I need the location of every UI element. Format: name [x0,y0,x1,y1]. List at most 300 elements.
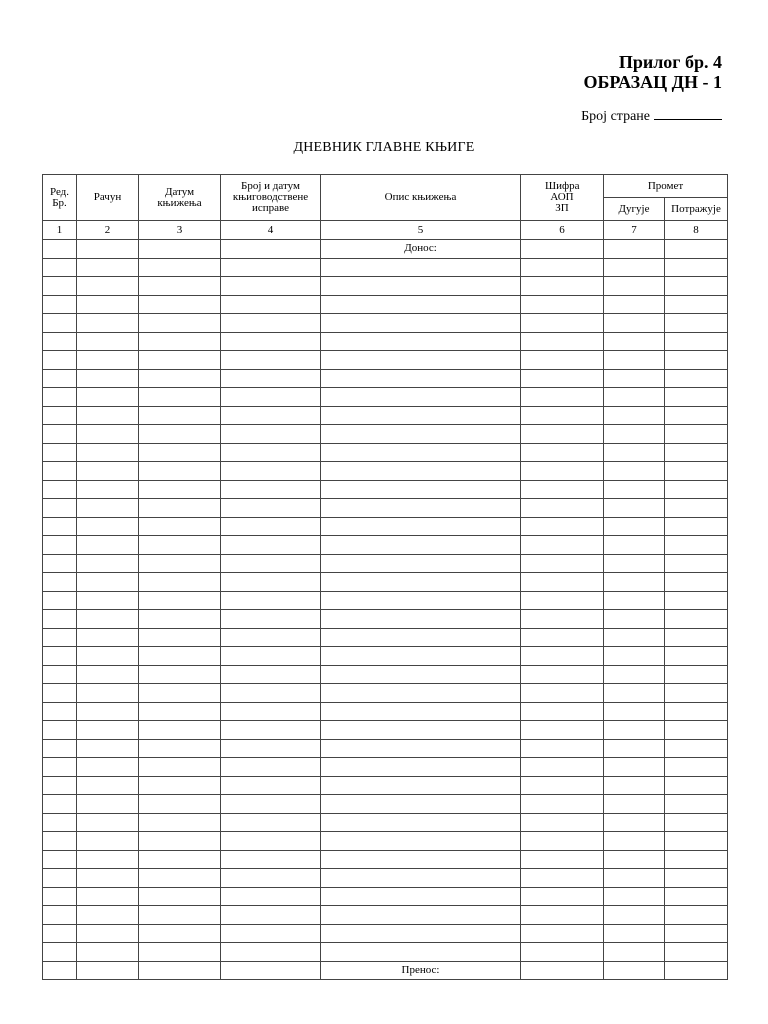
table-cell[interactable] [604,795,665,814]
table-cell[interactable] [221,850,321,869]
table-cell[interactable] [139,850,221,869]
table-cell[interactable] [43,536,77,555]
table-cell[interactable] [139,554,221,573]
table-cell[interactable] [321,869,521,888]
table-cell[interactable] [321,721,521,740]
table-cell[interactable] [221,406,321,425]
table-cell[interactable] [321,406,521,425]
table-cell[interactable] [665,961,728,980]
table-cell[interactable] [665,388,728,407]
table-cell[interactable] [665,813,728,832]
table-cell[interactable] [77,684,139,703]
table-cell[interactable] [321,610,521,629]
table-cell[interactable] [77,536,139,555]
table-cell[interactable] [221,240,321,259]
table-cell[interactable] [604,258,665,277]
table-cell[interactable] [604,425,665,444]
table-cell[interactable] [139,406,221,425]
table-cell[interactable] [221,462,321,481]
table-cell[interactable] [221,943,321,962]
table-cell[interactable] [221,314,321,333]
table-cell[interactable] [604,554,665,573]
table-cell[interactable] [665,924,728,943]
table-cell[interactable] [604,776,665,795]
table-cell[interactable] [521,554,604,573]
table-cell[interactable] [77,813,139,832]
table-cell[interactable] [77,332,139,351]
table-cell[interactable] [77,665,139,684]
table-cell[interactable] [604,573,665,592]
table-cell[interactable] [77,721,139,740]
table-cell[interactable] [221,332,321,351]
table-cell[interactable] [321,536,521,555]
table-cell[interactable] [604,684,665,703]
table-cell[interactable] [665,628,728,647]
table-cell[interactable] [139,573,221,592]
table-cell[interactable] [77,591,139,610]
table-cell[interactable] [139,795,221,814]
table-cell[interactable] [221,610,321,629]
table-cell[interactable] [665,795,728,814]
table-cell[interactable] [43,591,77,610]
table-cell[interactable] [521,795,604,814]
table-cell[interactable] [43,332,77,351]
table-cell[interactable] [521,425,604,444]
table-cell[interactable] [139,943,221,962]
table-cell[interactable] [665,425,728,444]
table-cell[interactable] [77,869,139,888]
table-cell[interactable] [665,499,728,518]
table-cell[interactable] [43,369,77,388]
table-cell[interactable] [604,906,665,925]
table-cell[interactable] [521,647,604,666]
table-cell[interactable] [139,591,221,610]
table-cell[interactable] [221,425,321,444]
table-cell[interactable] [321,258,521,277]
table-cell[interactable] [604,758,665,777]
table-cell[interactable] [139,536,221,555]
table-cell[interactable] [321,647,521,666]
table-cell[interactable] [665,647,728,666]
table-cell[interactable] [221,499,321,518]
table-cell[interactable] [521,665,604,684]
table-cell[interactable] [521,295,604,314]
table-cell[interactable] [521,832,604,851]
table-cell[interactable] [139,702,221,721]
table-cell[interactable] [77,702,139,721]
table-cell[interactable] [665,943,728,962]
table-cell[interactable] [321,684,521,703]
table-cell[interactable] [521,351,604,370]
table-cell[interactable] [521,869,604,888]
table-cell[interactable] [221,961,321,980]
table-cell[interactable] [43,813,77,832]
table-cell[interactable] [139,869,221,888]
table-cell[interactable] [321,314,521,333]
table-cell[interactable] [77,425,139,444]
table-cell[interactable] [77,610,139,629]
table-cell[interactable] [321,887,521,906]
table-cell[interactable] [665,702,728,721]
table-cell[interactable] [665,332,728,351]
table-cell[interactable] [321,702,521,721]
table-cell[interactable] [221,536,321,555]
table-cell[interactable] [521,758,604,777]
table-cell[interactable] [321,369,521,388]
table-cell[interactable] [521,610,604,629]
table-cell[interactable] [604,536,665,555]
table-cell[interactable] [521,499,604,518]
table-cell[interactable] [665,887,728,906]
table-cell[interactable] [665,850,728,869]
table-cell[interactable] [521,517,604,536]
table-cell[interactable] [43,258,77,277]
table-cell[interactable] [604,647,665,666]
table-cell[interactable] [43,314,77,333]
table-cell[interactable] [43,943,77,962]
table-cell[interactable] [221,869,321,888]
table-cell[interactable] [521,258,604,277]
table-cell[interactable] [521,684,604,703]
table-cell[interactable] [665,573,728,592]
table-cell[interactable] [665,462,728,481]
table-cell[interactable] [521,443,604,462]
table-cell[interactable] [139,647,221,666]
table-cell[interactable] [521,314,604,333]
table-cell[interactable] [604,869,665,888]
table-cell[interactable] [665,721,728,740]
table-cell[interactable] [43,739,77,758]
table-cell[interactable] [221,887,321,906]
table-cell[interactable] [77,887,139,906]
table-cell[interactable] [43,702,77,721]
table-cell[interactable] [321,739,521,758]
table-cell[interactable] [604,610,665,629]
table-cell[interactable] [604,943,665,962]
table-cell[interactable] [139,628,221,647]
table-cell[interactable] [665,406,728,425]
table-cell[interactable] [604,832,665,851]
table-cell[interactable] [321,776,521,795]
table-cell[interactable] [77,850,139,869]
table-cell[interactable] [321,277,521,296]
table-cell[interactable] [139,906,221,925]
table-cell[interactable] [321,628,521,647]
table-cell[interactable] [665,480,728,499]
table-cell[interactable] [665,536,728,555]
table-cell[interactable] [77,258,139,277]
table-cell[interactable] [604,406,665,425]
table-cell[interactable] [139,684,221,703]
table-cell[interactable] [139,924,221,943]
table-cell[interactable] [139,832,221,851]
table-cell[interactable] [77,499,139,518]
table-cell[interactable] [77,314,139,333]
table-cell[interactable] [77,739,139,758]
table-cell[interactable] [321,443,521,462]
table-cell[interactable] [43,850,77,869]
table-cell[interactable] [221,554,321,573]
table-cell[interactable] [221,295,321,314]
table-cell[interactable] [604,295,665,314]
table-cell[interactable] [604,499,665,518]
table-cell[interactable] [665,832,728,851]
table-cell[interactable] [321,388,521,407]
table-cell[interactable] [221,591,321,610]
table-cell[interactable] [604,462,665,481]
table-cell[interactable] [77,795,139,814]
table-cell[interactable] [521,702,604,721]
table-cell[interactable] [665,591,728,610]
table-cell[interactable] [604,721,665,740]
table-cell[interactable] [521,813,604,832]
table-cell[interactable] [77,480,139,499]
table-cell[interactable] [521,480,604,499]
table-cell[interactable] [139,739,221,758]
table-cell[interactable] [321,813,521,832]
table-cell[interactable] [43,425,77,444]
table-cell[interactable] [221,647,321,666]
table-cell[interactable] [321,332,521,351]
table-cell[interactable] [43,776,77,795]
table-cell[interactable] [43,795,77,814]
table-cell[interactable] [221,443,321,462]
table-cell[interactable] [321,795,521,814]
table-cell[interactable] [221,388,321,407]
table-cell[interactable] [665,295,728,314]
table-cell[interactable] [521,369,604,388]
table-cell[interactable] [139,369,221,388]
table-cell[interactable] [139,443,221,462]
table-cell[interactable] [665,258,728,277]
table-cell[interactable] [77,961,139,980]
table-cell[interactable] [43,628,77,647]
table-cell[interactable] [139,314,221,333]
table-cell[interactable] [43,554,77,573]
table-cell[interactable] [77,351,139,370]
table-cell[interactable] [221,776,321,795]
table-cell[interactable] [43,684,77,703]
table-cell[interactable] [43,406,77,425]
table-cell[interactable] [604,314,665,333]
table-cell[interactable] [521,739,604,758]
table-cell[interactable] [521,240,604,259]
table-cell[interactable] [221,258,321,277]
table-cell[interactable] [139,758,221,777]
table-cell[interactable] [139,332,221,351]
table-cell[interactable] [604,665,665,684]
table-cell[interactable] [321,573,521,592]
table-cell[interactable] [139,277,221,296]
table-cell[interactable] [321,351,521,370]
table-cell[interactable] [665,665,728,684]
table-cell[interactable] [139,388,221,407]
table-cell[interactable] [43,832,77,851]
table-cell[interactable] [665,369,728,388]
table-cell[interactable] [221,813,321,832]
table-cell[interactable] [604,591,665,610]
table-cell[interactable] [221,758,321,777]
table-cell[interactable] [521,462,604,481]
table-cell[interactable] [77,758,139,777]
table-cell[interactable] [521,406,604,425]
table-cell[interactable] [604,351,665,370]
table-cell[interactable] [43,758,77,777]
table-cell[interactable] [139,517,221,536]
table-cell[interactable] [139,887,221,906]
table-cell[interactable] [521,776,604,795]
table-cell[interactable] [43,647,77,666]
table-cell[interactable] [221,573,321,592]
table-cell[interactable] [139,776,221,795]
table-cell[interactable] [77,443,139,462]
table-cell[interactable] [221,684,321,703]
table-cell[interactable] [521,721,604,740]
table-cell[interactable] [43,869,77,888]
table-cell[interactable] [521,591,604,610]
table-cell[interactable] [43,443,77,462]
table-cell[interactable] [43,480,77,499]
table-cell[interactable] [221,739,321,758]
table-cell[interactable] [221,517,321,536]
table-cell[interactable] [77,462,139,481]
table-cell[interactable] [321,832,521,851]
table-cell[interactable] [77,369,139,388]
table-cell[interactable] [221,906,321,925]
table-cell[interactable] [604,369,665,388]
table-cell[interactable] [43,388,77,407]
table-cell[interactable] [321,499,521,518]
table-cell[interactable] [665,739,728,758]
table-cell[interactable] [43,499,77,518]
table-cell[interactable] [604,813,665,832]
table-cell[interactable] [139,480,221,499]
table-cell[interactable] [221,351,321,370]
table-cell[interactable] [43,462,77,481]
table-cell[interactable] [221,665,321,684]
table-cell[interactable] [77,628,139,647]
table-cell[interactable] [321,924,521,943]
table-cell[interactable] [321,554,521,573]
table-cell[interactable] [139,295,221,314]
table-cell[interactable] [521,628,604,647]
table-cell[interactable] [604,924,665,943]
table-cell[interactable] [321,758,521,777]
table-cell[interactable] [77,277,139,296]
table-cell[interactable] [139,258,221,277]
table-cell[interactable] [665,517,728,536]
table-cell[interactable] [604,850,665,869]
table-cell[interactable] [139,665,221,684]
table-cell[interactable] [604,443,665,462]
table-cell[interactable] [665,240,728,259]
table-cell[interactable] [321,425,521,444]
table-cell[interactable] [43,665,77,684]
table-cell[interactable] [43,351,77,370]
table-cell[interactable] [221,832,321,851]
table-cell[interactable] [665,869,728,888]
table-cell[interactable] [321,480,521,499]
table-cell[interactable] [521,573,604,592]
table-cell[interactable] [521,332,604,351]
table-cell[interactable] [604,887,665,906]
table-cell[interactable] [221,628,321,647]
table-cell[interactable] [665,314,728,333]
table-cell[interactable] [77,517,139,536]
table-cell[interactable] [321,906,521,925]
table-cell[interactable] [665,906,728,925]
table-cell[interactable] [77,388,139,407]
table-cell[interactable] [665,758,728,777]
table-cell[interactable] [139,610,221,629]
table-cell[interactable] [77,924,139,943]
table-cell[interactable] [43,295,77,314]
table-cell[interactable] [221,480,321,499]
table-cell[interactable] [139,425,221,444]
table-cell[interactable] [221,702,321,721]
table-cell[interactable] [521,924,604,943]
table-cell[interactable] [604,480,665,499]
table-cell[interactable] [665,443,728,462]
table-cell[interactable] [139,499,221,518]
table-cell[interactable] [77,647,139,666]
table-cell[interactable] [521,887,604,906]
table-cell[interactable] [43,924,77,943]
table-cell[interactable] [604,240,665,259]
table-cell[interactable] [521,536,604,555]
table-cell[interactable] [604,517,665,536]
table-cell[interactable] [321,517,521,536]
table-cell[interactable] [604,739,665,758]
table-cell[interactable] [521,943,604,962]
table-cell[interactable] [321,295,521,314]
table-cell[interactable] [521,961,604,980]
table-cell[interactable] [43,961,77,980]
table-cell[interactable] [665,554,728,573]
table-cell[interactable] [77,776,139,795]
table-cell[interactable] [43,277,77,296]
table-cell[interactable] [665,351,728,370]
table-cell[interactable] [77,554,139,573]
table-cell[interactable] [77,295,139,314]
table-cell[interactable] [521,850,604,869]
table-cell[interactable] [221,924,321,943]
table-cell[interactable] [604,388,665,407]
table-cell[interactable] [321,462,521,481]
page-number-blank[interactable] [654,107,722,120]
table-cell[interactable] [77,832,139,851]
table-cell[interactable] [604,961,665,980]
table-cell[interactable] [665,684,728,703]
table-cell[interactable] [321,850,521,869]
table-cell[interactable] [521,277,604,296]
table-cell[interactable] [139,721,221,740]
table-cell[interactable] [321,943,521,962]
table-cell[interactable] [221,277,321,296]
table-cell[interactable] [43,517,77,536]
table-cell[interactable] [77,943,139,962]
table-cell[interactable] [604,332,665,351]
table-cell[interactable] [604,702,665,721]
table-cell[interactable] [139,813,221,832]
table-cell[interactable] [43,721,77,740]
table-cell[interactable] [321,665,521,684]
table-cell[interactable] [221,369,321,388]
table-cell[interactable] [43,240,77,259]
table-cell[interactable] [604,277,665,296]
table-cell[interactable] [221,795,321,814]
table-cell[interactable] [221,721,321,740]
